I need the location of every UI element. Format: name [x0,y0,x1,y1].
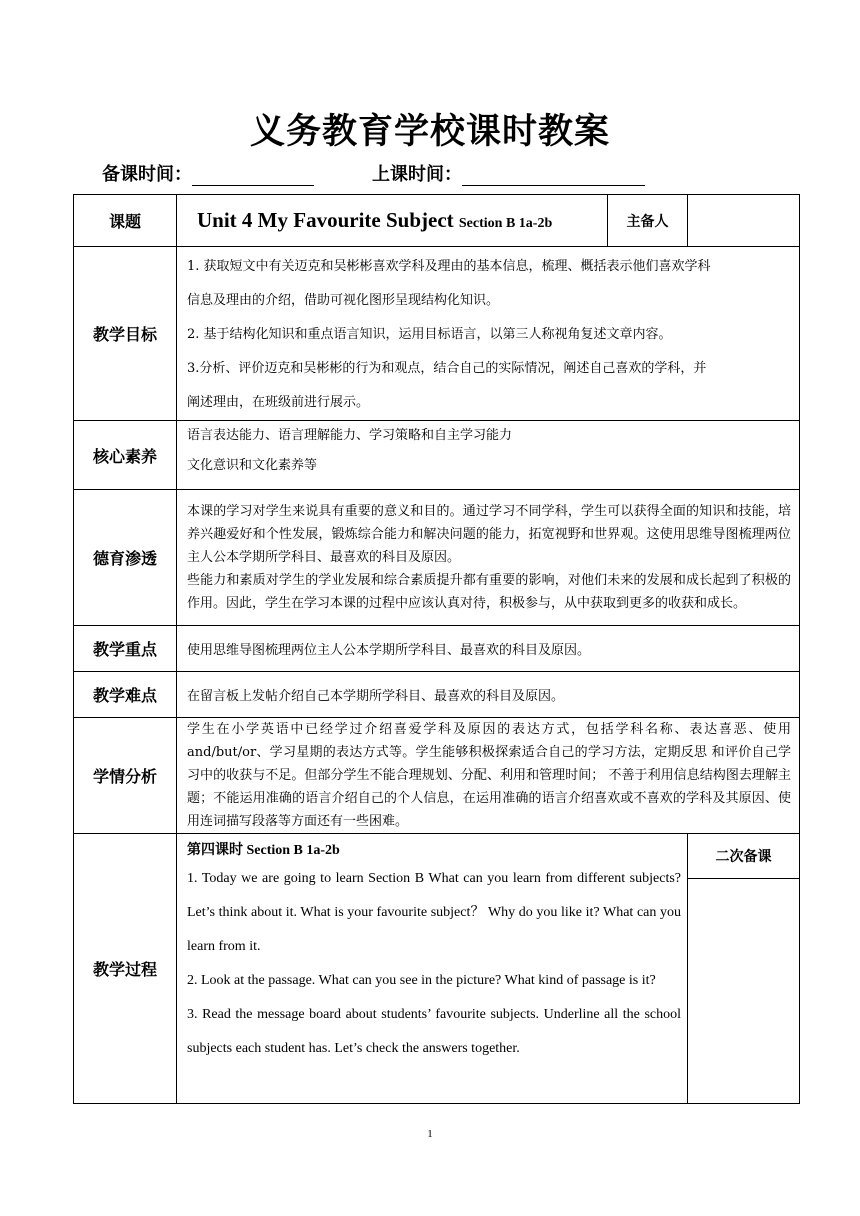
key-points-label: 教学重点 [74,626,177,672]
process-heading: 第四课时 Section B 1a-2b [187,843,340,858]
goals-label: 教学目标 [74,247,177,421]
prep-time-label: 备课时间： [102,164,192,185]
prep-time-line [102,160,645,186]
process-content [177,834,688,1104]
goals-line: 阐述理由，在班级前进行展示。 [187,395,370,410]
document-title: 义务教育学校课时教案 [249,111,610,152]
moral-row [74,490,800,626]
lesson-plan-table [73,194,800,1104]
difficulties-content: 在留言板上发帖介绍自己本学期所学科目、最喜欢的科目及原因。 [177,672,800,718]
analysis-text: 学生在小学英语中已经学过介绍喜爱学科及原因的表达方式，包括学科名称、表达喜恶、使用 and/but/or、学习星期的表达方式等。学生能够积极探索适合自己的学习方法，定期反思 和评价自己学习中的收获与不足。但部分学生不能合理规划、分配、利用和管理时间； 不善于利用信息结构图去理解主题；不能运用准确的语言介绍自己的个人信息，在运用准确的语言介绍喜欢或不喜欢的学科及其原因、使用连词描写段落等方面还有一些困难。 [187,722,791,829]
key-points-row [74,626,800,672]
core-label: 核心素养 [74,421,177,490]
goals-row [74,247,800,421]
process-paragraph: 2. Look at the passage. What can you see in the picture? What kind of passage is it? [187,973,656,988]
core-line: 语言表达能力、语言理解能力、学习策略和自主学习能力 [187,428,513,443]
class-time-blank[interactable] [462,165,645,186]
goals-line: 信息及理由的介绍，借助可视化图形呈现结构化知识。 [187,293,500,308]
prep-time-blank[interactable] [192,165,314,186]
goals-line: 1. 获取短文中有关迈克和吴彬彬喜欢学科及理由的基本信息，梳理、概括表示他们喜欢学科 [187,259,711,274]
analysis-label: 学情分析 [74,718,177,834]
moral-paragraph: 本课的学习对学生来说具有重要的意义和目的。通过学习不同学科，学生可以获得全面的知识和技能，培养兴趣爱好和个性发展，锻炼综合能力和解决问题的能力，拓宽视野和世界观。这使用思维导图梳理两位主人公本学期所学科目、最喜欢的科目及原因。 [187,504,791,565]
topic-label: 课题 [74,195,177,247]
topic-section: Section B 1a-2b [458,216,553,231]
difficulties-label: 教学难点 [74,672,177,718]
core-content [177,421,800,490]
analysis-row [74,718,800,834]
difficulties-row [74,672,800,718]
process-label: 教学过程 [74,834,177,1104]
moral-label: 德育渗透 [74,490,177,626]
topic-main: Unit 4 My Favourite Subject [197,208,454,232]
secondary-prep-cell[interactable] [688,834,800,1104]
core-line: 文化意识和文化素养等 [187,458,318,473]
analysis-content [177,718,800,834]
process-paragraph: 1. Today we are going to learn Section B What can you learn from different subjects? Let’s think about it. What is your favourite subject？ Why do you like it? What can you learn from it. [187,871,681,954]
core-row [74,421,800,490]
topic-row [74,195,800,247]
secondary-prep-label: 二次备课 [688,834,799,879]
process-row [74,834,800,1104]
process-paragraph: 3. Read the message board about students’ favourite subjects. Underline all the school subjects each student has. Let’s check the answers together. [187,1007,681,1056]
goals-line: 2. 基于结构化知识和重点语言知识，运用目标语言，以第三人称视角复述文章内容。 [187,327,672,342]
key-points-content: 使用思维导图梳理两位主人公本学期所学科目、最喜欢的科目及原因。 [177,626,800,672]
class-time-label: 上课时间： [372,164,462,185]
lead-preparer-value[interactable] [688,195,800,247]
topic-value [177,195,608,247]
moral-content [177,490,800,626]
lead-preparer-label: 主备人 [608,195,688,247]
moral-paragraph: 些能力和素质对学生的学业发展和综合素质提升都有重要的影响，对他们未来的发展和成长起到了积极的作用。因此，学生在学习本课的过程中应该认真对待，积极参与，从中获取到更多的收获和成长。 [187,573,791,611]
goals-content [177,247,800,421]
page-number: 1 [427,1128,433,1140]
goals-line: 3.分析、评价迈克和吴彬彬的行为和观点，结合自己的实际情况，阐述自己喜欢的学科，并 [187,361,707,376]
